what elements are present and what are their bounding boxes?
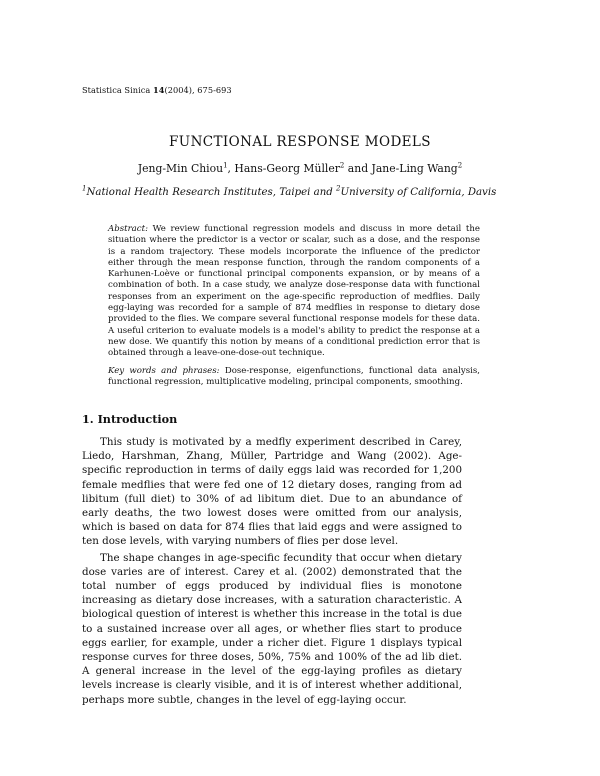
body-paragraph: This study is motivated by a medfly experiment described in Carey, Liedo, Harshman, Zhang, Müller, Partridge and Wang (2002). Age-specific reproduction in terms of daily eggs laid was recorded for 1,200 female medflies that were fed one of 12 dietary doses, ranging from ad libitum (full diet) to 30% of ad libitum diet. Due to an abundance of early deaths, the two lowest doses were omitted from our analysis, which is based on data for 874 flies that laid eggs and were assigned to ten dose levels, with varying numbers of flies per dose level. — [82, 436, 462, 548]
journal-volume: 14 — [152, 85, 165, 95]
body-paragraph: The shape changes in age-specific fecundity that occur when dietary dose varies are of interest. Carey et al. (2002) demonstrated that the total number of eggs produced by individual flies is monotone increasing as dietary dose increases, with a saturation characteristic. A biological question of interest is whether this increase in the total is due to a sustained increase over all ages, or whether flies start to produce eggs earlier, for example, under a richer diet. Figure 1 displays typical response curves for three doses, 50%, 75% and 100% of the ad lib diet. A general increase in the level of the egg-laying profiles as dietary levels increase is clearly visible, and it is of interest whether additional, perhaps more subtle, changes in the level of egg-laying occur. — [82, 551, 462, 706]
author-separator: and — [344, 162, 372, 175]
keywords-text: Dose-response, eigenfunctions, functional data analysis, functional regression, multiplicative modeling, principal components, smoothing. — [108, 366, 481, 388]
author-name: Hans-Georg Müller — [234, 162, 340, 175]
abstract-text: We review functional regression models and discuss in more detail the situation where the predictor is a vector or scalar, such as a dose, and the response is a random trajectory. These models incorporate the influence of the predictor either through the mean response function, through the random components of a Karhunen-Loève or functional principal components expansion, or by means of a combination of both. In a case study, we analyze dose-response data with functional responses from an experiment on the age-specific reproduction of medflies. Daily egg-laying was recorded for a sample of 874 medflies in response to dietary dose provided to the flies. We compare several functional response models for these data. A useful criterion to evaluate models is a model's ability to predict the response at a new dose. We quantify this notion by means of a conditional prediction error that is obtained through a leave-one-dose-out technique. — [108, 224, 480, 359]
abstract-label: Abstract: — [108, 224, 148, 234]
author-affiliation-mark: 2 — [457, 161, 463, 170]
section-body — [82, 435, 462, 707]
section-heading: 1. Introduction — [82, 412, 178, 426]
affiliation-mark: 1 — [82, 184, 87, 193]
keywords-block — [108, 366, 480, 389]
affiliation-institution: University of California, Davis — [340, 187, 497, 198]
journal-name: Statistica Sinica — [82, 85, 151, 95]
author-name: Jeng-Min Chiou — [137, 162, 224, 175]
affiliation-institution: National Health Research Institutes, Taipei and — [86, 187, 337, 198]
keywords-label: Key words and phrases: — [108, 366, 220, 376]
author-list — [0, 162, 600, 175]
journal-header — [82, 85, 232, 95]
author-affiliation-mark: 2 — [339, 161, 345, 170]
abstract-block — [108, 224, 480, 360]
paper-title: FUNCTIONAL RESPONSE MODELS — [169, 134, 431, 150]
author-affiliation-mark: 1 — [223, 161, 228, 170]
author-separator: , — [227, 162, 235, 175]
journal-year-pages: (2004), 675-693 — [164, 85, 232, 95]
author-name: Jane-Ling Wang — [371, 162, 458, 175]
affiliations — [82, 184, 502, 198]
affiliation-mark: 2 — [336, 184, 341, 193]
